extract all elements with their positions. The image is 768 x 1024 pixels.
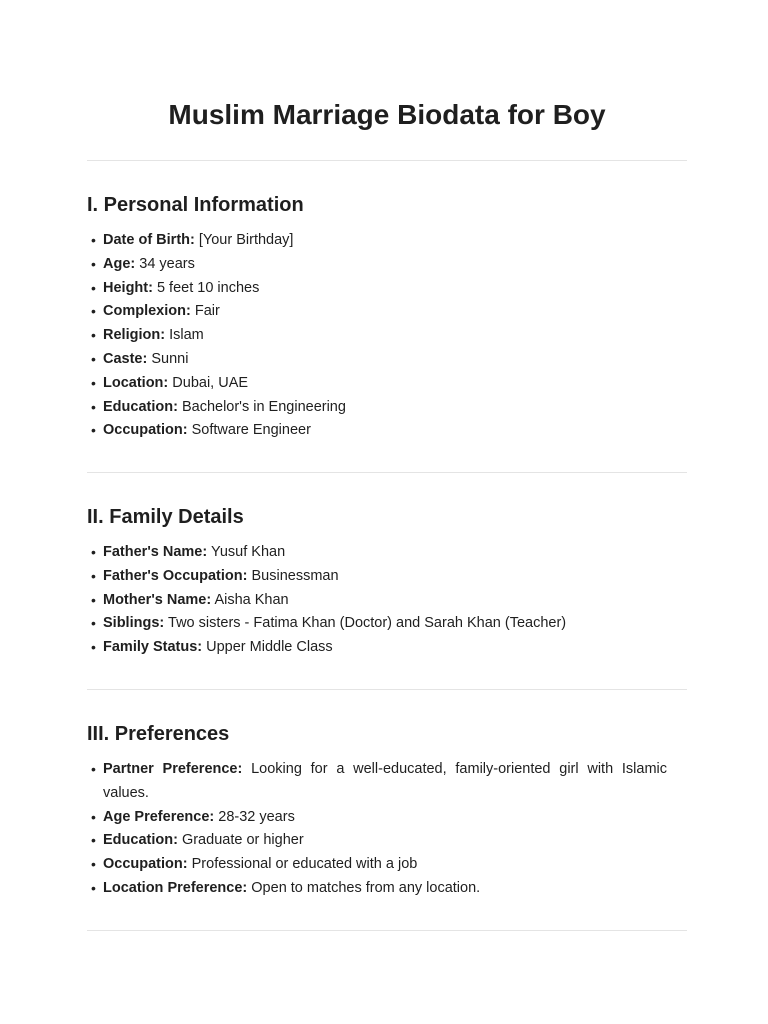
section-heading-family-details: II. Family Details (87, 506, 244, 528)
item-label: Location: (103, 374, 169, 391)
item-label: Father's Occupation: (103, 567, 248, 584)
list-item (87, 229, 667, 253)
divider (87, 689, 687, 690)
item-value: Graduate or higher (181, 832, 304, 849)
item-label: Height: (103, 279, 153, 296)
item-label: Siblings: (103, 615, 165, 632)
list-item (87, 565, 667, 589)
divider (87, 160, 687, 161)
item-value: Software Engineer (191, 422, 311, 439)
bullet-icon: • (91, 639, 96, 656)
bullet-icon: • (91, 327, 96, 344)
bullet-icon: • (91, 279, 96, 296)
list-item (87, 589, 667, 613)
bullet-icon: • (91, 232, 96, 248)
item-value: 34 years (139, 255, 195, 272)
item-label: Education: (103, 398, 178, 415)
list-item (87, 324, 667, 348)
item-label: Location Preference: (103, 879, 248, 896)
item-value: Two sisters - Fatima Khan (Doctor) and Sarah Khan (Teacher) (168, 615, 567, 632)
list-item (87, 541, 667, 565)
item-label: Caste: (103, 350, 148, 367)
item-value: 28-32 years (218, 808, 295, 825)
item-label: Occupation: (103, 856, 188, 873)
list-item (87, 396, 667, 420)
bullet-icon: • (91, 422, 96, 439)
item-value: Businessman (251, 567, 339, 584)
section-heading-preferences: III. Preferences (87, 723, 230, 745)
list-item (87, 612, 667, 636)
personal-information-list (87, 229, 667, 443)
item-value: Yusuf Khan (210, 544, 286, 560)
item-label: Complexion: (103, 303, 191, 320)
item-label: Age: (103, 255, 136, 272)
divider (87, 930, 687, 931)
item-value: Dubai, UAE (172, 374, 249, 391)
item-value: Aisha Khan (214, 591, 289, 608)
bullet-icon: • (91, 544, 96, 560)
list-item (87, 372, 667, 396)
item-label: Age Preference: (103, 808, 215, 825)
bullet-icon: • (91, 374, 96, 391)
list-item (87, 853, 667, 877)
bullet-icon: • (91, 567, 96, 584)
list-item (87, 829, 667, 853)
bullet-icon: • (91, 808, 96, 825)
item-value: Looking for a well-educated, family-oriented girl with Islamic values. (103, 761, 668, 801)
item-label: Date of Birth: (103, 232, 195, 248)
item-value: [Your Birthday] (198, 232, 294, 248)
item-label: Occupation: (103, 422, 188, 439)
divider (87, 472, 687, 473)
item-value: 5 feet 10 inches (156, 279, 260, 296)
document-title: Muslim Marriage Biodata for Boy (168, 99, 606, 130)
item-label: Mother's Name: (103, 591, 212, 608)
list-item (87, 636, 667, 660)
item-label: Family Status: (103, 639, 203, 656)
bullet-icon: • (91, 761, 96, 777)
family-details-list (87, 541, 667, 660)
list-item (87, 253, 667, 277)
item-label: Religion: (103, 327, 166, 344)
list-item (87, 758, 667, 806)
list-item (87, 806, 667, 830)
item-label: Education: (103, 832, 178, 849)
bullet-icon: • (91, 398, 96, 415)
bullet-icon: • (91, 856, 96, 873)
item-value: Fair (194, 303, 220, 320)
list-item (87, 300, 667, 324)
bullet-icon: • (91, 350, 96, 367)
item-value: Sunni (151, 350, 189, 367)
list-item (87, 277, 667, 301)
bullet-icon: • (91, 255, 96, 272)
bullet-icon: • (91, 879, 96, 896)
bullet-icon: • (91, 832, 96, 849)
bullet-icon: • (91, 615, 96, 632)
bullet-icon: • (91, 591, 96, 608)
list-item (87, 877, 667, 901)
list-item (87, 348, 667, 372)
item-value: Upper Middle Class (206, 639, 333, 656)
item-value: Open to matches from any location. (251, 879, 481, 896)
item-value: Professional or educated with a job (191, 856, 418, 873)
list-item (87, 419, 667, 443)
bullet-icon: • (91, 303, 96, 320)
item-label: Father's Name: (103, 544, 208, 560)
item-value: Bachelor's in Engineering (181, 398, 346, 415)
section-heading-personal-information: I. Personal Information (87, 194, 304, 216)
item-label: Partner Preference: (103, 761, 243, 777)
preferences-list (87, 758, 667, 901)
item-value: Islam (169, 327, 204, 344)
